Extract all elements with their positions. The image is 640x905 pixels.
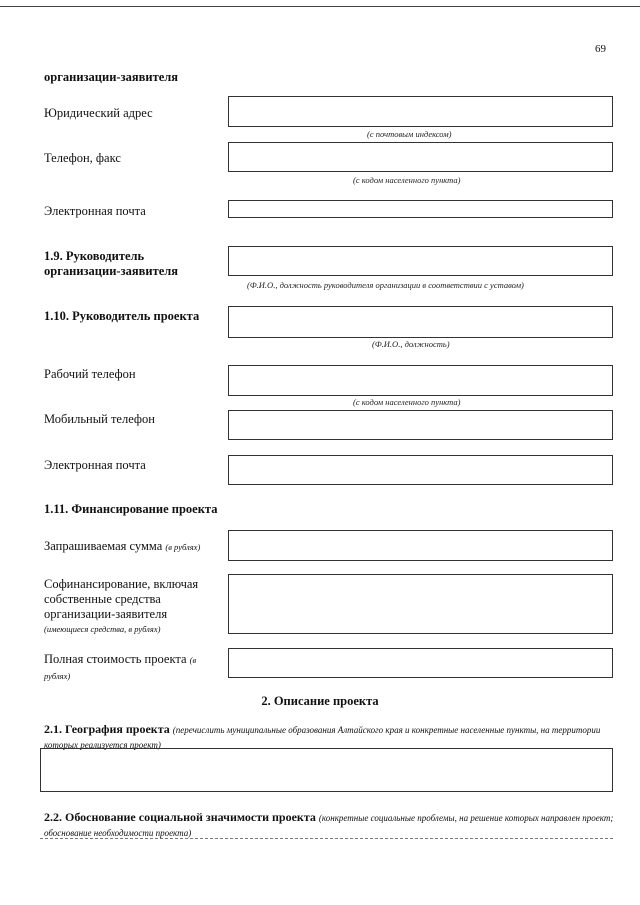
email-head-label: Электронная почта xyxy=(44,458,146,472)
requested-sum-field[interactable] xyxy=(228,530,613,561)
requested-sum-text: Запрашиваемая сумма xyxy=(44,539,163,553)
section2-title: 2. Описание проекта xyxy=(261,694,379,708)
total-cost-unit: (в рублях) xyxy=(44,655,197,681)
significance-title: 2.2. Обоснование социальной значимости проекта xyxy=(44,810,316,824)
geography-field[interactable] xyxy=(40,748,613,792)
significance-hint: (конкретные социальные проблемы, на решение которых направлен проект; обоснование необходимости проекта) xyxy=(44,813,614,838)
email-head-field[interactable] xyxy=(228,455,613,485)
cofinancing-unit: (имеющиеся средства, в рублях) xyxy=(44,624,161,634)
page-number: 69 xyxy=(595,43,606,55)
org-header: организации-заявителя xyxy=(44,70,179,84)
head-org-hint: (Ф.И.О., должность руководителя организации в соответствии с уставом) xyxy=(247,280,524,290)
phone-fax-hint: (с кодом населенного пункта) xyxy=(353,175,461,185)
geography-hint: (перечислить муниципальные образования Алтайского края и конкретные населенные пункты, на территории которых реализуется проект) xyxy=(44,725,601,750)
significance-field[interactable] xyxy=(40,838,613,839)
cofinancing-field[interactable] xyxy=(228,574,613,634)
cofinancing-label xyxy=(44,577,214,637)
work-phone-field[interactable] xyxy=(228,365,613,396)
project-head-field[interactable] xyxy=(228,306,613,338)
total-cost-field[interactable] xyxy=(228,648,613,678)
requested-sum-label xyxy=(44,539,200,555)
phone-fax-label: Телефон, факс xyxy=(44,151,121,165)
top-rule xyxy=(0,6,640,7)
work-phone-hint: (с кодом населенного пункта) xyxy=(353,397,461,407)
email-org-field[interactable] xyxy=(228,200,613,218)
mobile-phone-field[interactable] xyxy=(228,410,613,440)
mobile-phone-label: Мобильный телефон xyxy=(44,412,155,426)
total-cost-text: Полная стоимость проекта xyxy=(44,652,187,666)
head-org-field[interactable] xyxy=(228,246,613,276)
requested-sum-unit: (в рублях) xyxy=(165,542,201,552)
phone-fax-field[interactable] xyxy=(228,142,613,172)
work-phone-label: Рабочий телефон xyxy=(44,367,136,381)
geography-title: 2.1. География проекта xyxy=(44,722,170,736)
email-org-label: Электронная почта xyxy=(44,204,146,218)
financing-header: 1.11. Финансирование проекта xyxy=(44,502,218,516)
project-head-hint: (Ф.И.О., должность) xyxy=(372,339,450,349)
total-cost-label xyxy=(44,652,214,684)
cofinancing-text: Софинансирование, включая собственные средства организации-заявителя xyxy=(44,577,199,621)
legal-address-label: Юридический адрес xyxy=(44,106,153,120)
project-head-label: 1.10. Руководитель проекта xyxy=(44,309,200,323)
significance-label xyxy=(44,810,614,840)
legal-address-hint: (с почтовым индексом) xyxy=(367,129,452,139)
head-org-label: 1.9. Руководитель организации-заявителя xyxy=(44,249,179,278)
legal-address-field[interactable] xyxy=(228,96,613,127)
